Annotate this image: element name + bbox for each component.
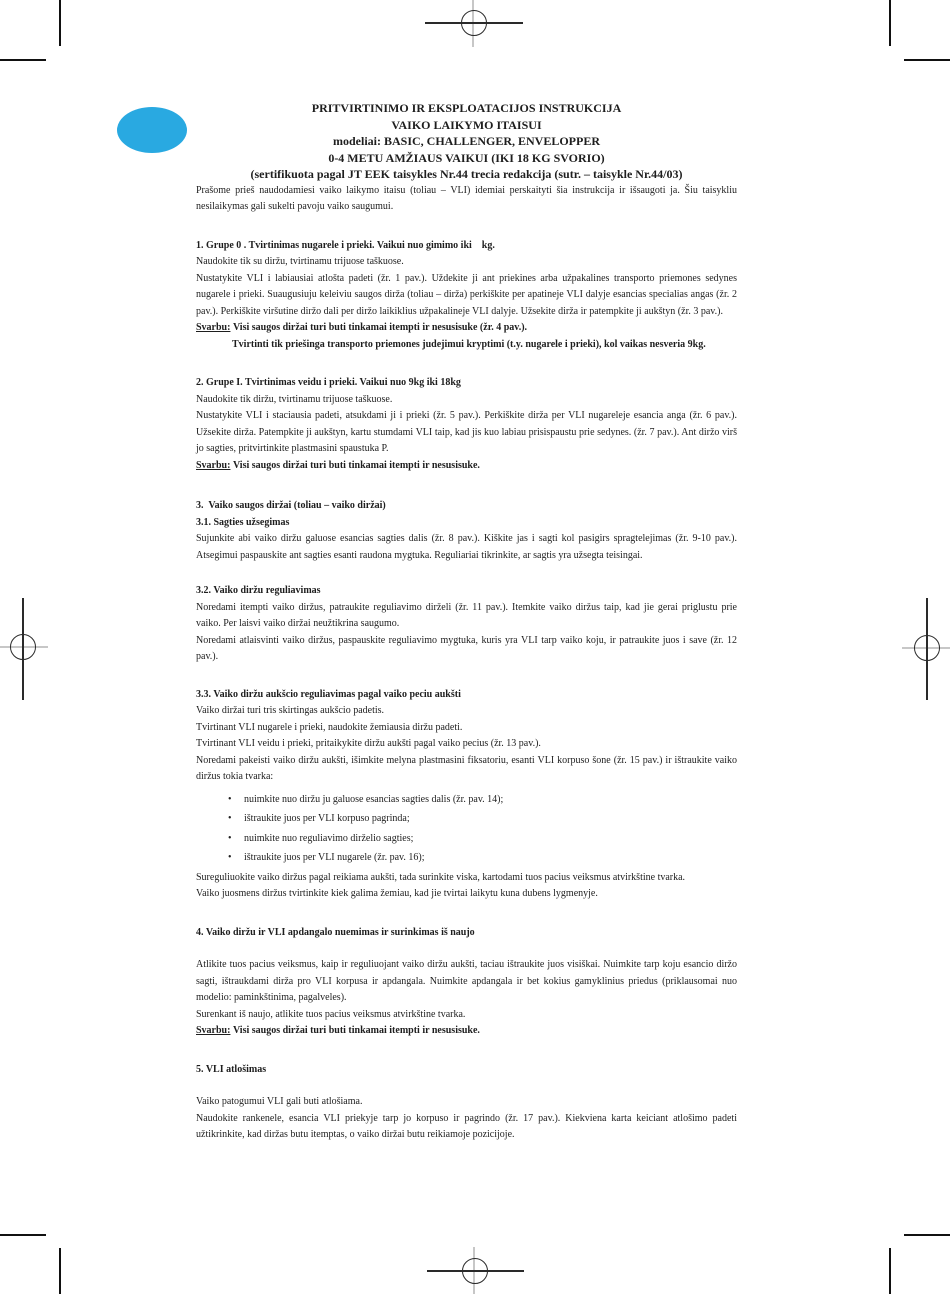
- section-1-important: [196, 320, 737, 337]
- list-item: • nuimkite nuo reguliavimo dirželio sagties;: [228, 831, 737, 848]
- section-3-3-line4: Noredami pakeisti vaiko diržu aukšti, išimkite melyna plastmasini fiksatoriu, esanti VLI korpuso šone (žr. 15 pav.) ir ištraukite vaiko diržus tokia tvarka:: [196, 754, 737, 783]
- document-body: [196, 100, 737, 1144]
- section-2-line1: Naudokite tik diržu, tvirtinamu trijuose taškuose.: [196, 393, 393, 405]
- section-3: [196, 498, 737, 903]
- registration-circle-icon: [461, 10, 487, 36]
- title-line-3: modeliai: BASIC, CHALLENGER, ENVELOPPER: [332, 134, 601, 149]
- trim-mark-top-right-vertical: [889, 0, 891, 46]
- intro-paragraph: Prašome prieš naudodamiesi vaiko laikymo itaisu (toliau – VLI) idemiai perskaityti šia instrukcija ir išsaugoti ja. Šiu taisykliu nesilaikymas gali sukelti pavoju vaiko saugumui.: [196, 184, 737, 213]
- important-label: Svarbu:: [196, 322, 231, 334]
- section-4-important: [196, 1023, 737, 1040]
- section-2: [196, 375, 737, 474]
- section-3-3-closing2: Vaiko juosmens diržus tvirtinkite kiek galima žemiau, kad jie tvirtai laikytu kuna dubens lygmenyje.: [196, 888, 598, 900]
- section-3-3-heading: 3.3. Vaiko diržu aukšcio reguliavimas pagal vaiko peciu aukšti: [196, 688, 461, 700]
- registration-circle-icon: [914, 635, 940, 661]
- section-1-heading: 1. Grupe 0 . Tvirtinimas nugarele i prieki. Vaikui nuo gimimo iki kg.: [196, 239, 495, 251]
- trim-mark-bottom-left-horizontal: [0, 1234, 46, 1236]
- section-2-heading: 2. Grupe I. Tvirtinimas veidu i prieki. Vaikui nuo 9kg iki 18kg: [196, 377, 461, 389]
- trim-mark-bottom-right-vertical: [889, 1248, 891, 1294]
- registration-circle-icon: [462, 1258, 488, 1284]
- section-5: [196, 1062, 737, 1144]
- section-5-heading: 5. VLI atlošimas: [196, 1063, 267, 1075]
- list-item: • nuimkite nuo diržu ju galuose esancias sagties dalis (žr. pav. 14);: [228, 792, 737, 809]
- trim-mark-bottom-right-horizontal: [904, 1234, 950, 1236]
- document-title-block: [196, 100, 737, 183]
- section-3-2-heading: 3.2. Vaiko diržu reguliavimas: [196, 585, 321, 597]
- section-1: [196, 238, 737, 354]
- section-1-paragraph: Nustatykite VLI i labiausiai atlošta padeti (žr. 1 pav.). Uždekite ji ant priekines arba užpakalines transporto priemones sedynes nugarele i prieki. Suaugusiuju keleiviu saugos dirža (toliau – dirža) perkiškite per apatineje VLI dalyje esancias specialias angas (žr. 2 pav.). Perkiškite viršutine diržo dali per diržo laikiklius užpakalineje VLI dalyje. Užsekite dirža ir patempkite ji aukštyn (žr. 3 pav.).: [196, 272, 737, 317]
- section-3-2-paragraph1: Noredami itempti vaiko diržus, patraukite reguliavimo dirželi (žr. 11 pav.). Itemkite vaiko diržus taip, kad jie gerai priglustu prie vaiko. Per laisvi vaiko diržai neužtikrina saugumo.: [196, 601, 737, 630]
- section-3-3: [196, 687, 737, 903]
- section-2-important: [196, 458, 737, 475]
- registration-circle-icon: [10, 634, 36, 660]
- cyan-oval-sticker: [117, 107, 187, 153]
- section-3-3-line2: Tvirtinant VLI nugarele i prieki, naudokite žemiausia diržu padeti.: [196, 721, 463, 733]
- section-1-line1: Naudokite tik su diržu, tvirtinamu trijuose taškuose.: [196, 256, 404, 268]
- section-3-1-heading: 3.1. Sagties užsegimas: [196, 516, 290, 528]
- important-text: Visi saugos diržai turi buti tinkamai itempti ir nesusisuke (žr. 4 pav.).: [232, 322, 528, 334]
- trim-mark-top-left-horizontal: [0, 59, 46, 61]
- section-5-line1: Vaiko patogumui VLI gali buti atlošiama.: [196, 1096, 363, 1108]
- belt-removal-steps-list: [196, 792, 737, 867]
- section-3-3-line3: Tvirtinant VLI veidu i prieki, pritaikykite diržu aukšti pagal vaiko pecius (žr. 13 pav.).: [196, 738, 541, 750]
- trim-mark-top-left-vertical: [59, 0, 61, 46]
- section-4-line2: Surenkant iš naujo, atlikite tuos pacius veiksmus atvirkštine tvarka.: [196, 1008, 466, 1020]
- section-4-heading: 4. Vaiko diržu ir VLI apdangalo nuemimas ir surinkimas iš naujo: [196, 926, 475, 938]
- title-line-1: PRITVIRTINIMO IR EKSPLOATACIJOS INSTRUKCIJA: [311, 101, 622, 115]
- important-label: Svarbu:: [196, 1025, 231, 1037]
- section-4-paragraph: Atlikite tuos pacius veiksmus, kaip ir reguliuojant vaiko diržu aukšti, taciau ištraukite juos visiškai. Nuimkite tarp koju esancio diržo sagti, ištraukdami dirža pro VLI korpusa ir apdangala. Nuimkite apdangala ir bet kokius gamyklinius priedus (priklausomai nuo modelio: paminkštinima, pagalveles).: [196, 959, 737, 1004]
- title-line-5: (sertifikuota pagal JT EEK taisykles Nr.44 trecia redakcija (sutr. – taisykle Nr.44/03): [250, 167, 683, 182]
- trim-mark-top-right-horizontal: [904, 59, 950, 61]
- spacer: [196, 1078, 737, 1094]
- trim-mark-bottom-left-vertical: [59, 1248, 61, 1294]
- section-3-3-closing1: Sureguliuokite vaiko diržus pagal reikiama aukšti, tada surinkite viska, kartodami tuos pacius veiksmus atvirkštine tvarka.: [196, 871, 686, 883]
- section-3-2: [196, 583, 737, 666]
- important-text: Visi saugos diržai turi buti tinkamai itempti ir nesusisuke.: [232, 1025, 480, 1037]
- section-3-heading: 3. Vaiko saugos diržai (toliau – vaiko diržai): [196, 500, 386, 512]
- section-4: [196, 925, 737, 1040]
- section-3-3-line1: Vaiko diržai turi tris skirtingas aukšcio padetis.: [196, 705, 385, 717]
- important-text: Visi saugos diržai turi buti tinkamai itempti ir nesusisuke.: [232, 459, 480, 471]
- section-3-1-paragraph: Sujunkite abi vaiko diržu galuose esancias sagties dalis (žr. 8 pav.). Kiškite jas i sagti kol pasigirs spragtelejimas (žr. 9-10 pav.). Atsegimui paspauskite ant sagties esanti raudona mygtuka. Reguliariai tikrinkite, ar sagtis yra užsegta teisingai.: [196, 533, 737, 561]
- section-5-paragraph: Naudokite rankenele, esancia VLI priekyje tarp jo korpuso ir pagrindo (žr. 17 pav.). Kiekviena karta keiciant atlošimo padeti užtikrinkite, kad diržas butu itemptas, o vaiko diržai butu reikiamoje pozicijoje.: [196, 1112, 737, 1141]
- title-line-2: VAIKO LAIKYMO ITAISUI: [391, 117, 542, 132]
- section-3-2-paragraph2: Noredami atlaisvinti vaiko diržus, paspauskite reguliavimo mygtuka, kuris yra VLI tarp vaiko koju, ir patraukite juos i save (žr. 12 pav.).: [196, 634, 737, 663]
- title-line-4: 0-4 METU AMŽIAUS VAIKUI (IKI 18 KG SVORIO): [328, 150, 605, 165]
- spacer: [196, 941, 737, 957]
- section-2-paragraph: Nustatykite VLI i staciausia padeti, atsukdami ji i prieki (žr. 5 pav.). Perkiškite dirža per VLI nugareleje esancia anga (žr. 6 pav.). Užsekite dirža. Patempkite ji aukštyn, kartu stumdami VLI taip, kad jis kuo labiau prisispaustu prie sedynes. (žr. 7 pav.). Ant diržo virš jo sagties, pritvirtinkite plastmasini spaustuka P.: [196, 410, 737, 455]
- list-item: • ištraukite juos per VLI nugarele (žr. pav. 16);: [228, 850, 737, 867]
- list-item: • ištraukite juos per VLI korpuso pagrinda;: [228, 811, 737, 828]
- section-1-important-line2: Tvirtinti tik priešinga transporto priemones judejimui kryptimi (t.y. nugarele i prieki), kol vaikas nesveria 9kg.: [232, 338, 706, 350]
- important-label: Svarbu:: [196, 459, 231, 471]
